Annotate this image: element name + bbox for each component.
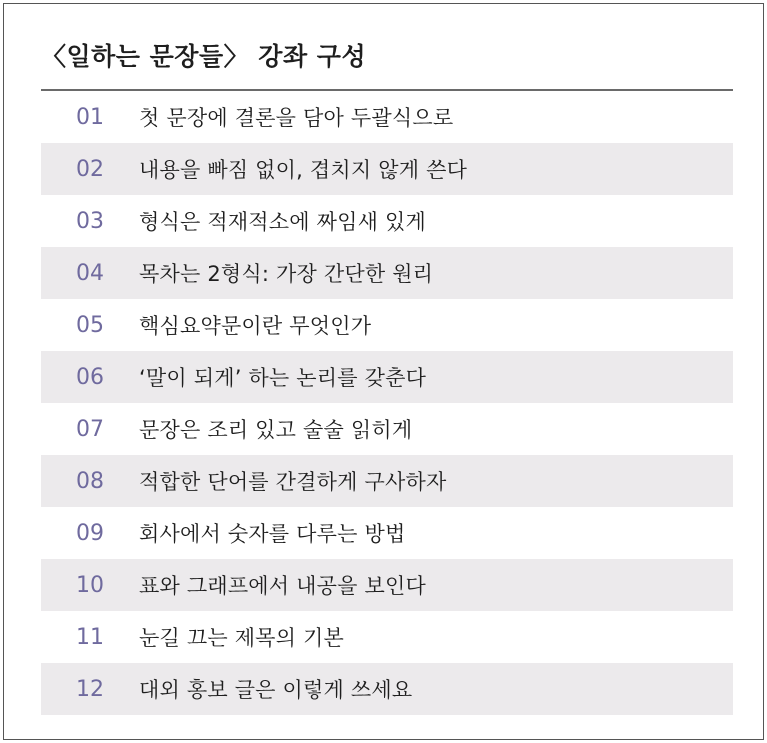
lecture-row-05 xyxy=(41,299,733,351)
lecture-number: 01 xyxy=(76,104,104,130)
lecture-number: 09 xyxy=(76,520,104,546)
lecture-number: 08 xyxy=(76,468,104,494)
lecture-title: 눈길 끄는 제목의 기본 xyxy=(139,626,344,650)
lecture-title: ‘말이 되게’ 하는 논리를 갖춘다 xyxy=(139,366,427,390)
lecture-row-07 xyxy=(41,403,733,455)
lecture-title: 대외 홍보 글은 이렇게 쓰세요 xyxy=(139,678,413,702)
lecture-row-04 xyxy=(41,247,733,299)
lecture-number: 04 xyxy=(76,260,104,286)
lecture-list xyxy=(41,91,733,715)
lecture-title: 형식은 적재적소에 짜임새 있게 xyxy=(139,210,426,234)
lecture-row-08 xyxy=(41,455,733,507)
lecture-number: 02 xyxy=(76,156,104,182)
lecture-title: 적합한 단어를 간결하게 구사하자 xyxy=(139,470,447,494)
lecture-row-11 xyxy=(41,611,733,663)
lecture-row-02 xyxy=(41,143,733,195)
lecture-title: 문장은 조리 있고 술술 읽히게 xyxy=(139,418,413,442)
lecture-row-01 xyxy=(41,91,733,143)
lecture-number: 12 xyxy=(76,676,104,702)
lecture-row-06 xyxy=(41,351,733,403)
lecture-number: 10 xyxy=(76,572,104,598)
lecture-row-09 xyxy=(41,507,733,559)
lecture-number: 03 xyxy=(76,208,104,234)
lecture-title: 회사에서 숫자를 다루는 방법 xyxy=(139,522,406,546)
lecture-row-12 xyxy=(41,663,733,715)
lecture-number: 05 xyxy=(76,312,104,338)
lecture-title: 목차는 2형식: 가장 간단한 원리 xyxy=(139,262,434,286)
lecture-number: 11 xyxy=(76,624,104,650)
lecture-title: 내용을 빠짐 없이, 겹치지 않게 쓴다 xyxy=(139,158,468,182)
lecture-number: 07 xyxy=(76,416,104,442)
panel-title: 〈일하는 문장들〉 강좌 구성 xyxy=(41,42,367,71)
lecture-row-03 xyxy=(41,195,733,247)
lecture-title: 표와 그래프에서 내공을 보인다 xyxy=(139,574,426,598)
lecture-number: 06 xyxy=(76,364,104,390)
lecture-row-10 xyxy=(41,559,733,611)
course-outline-panel xyxy=(3,3,764,740)
lecture-title: 핵심요약문이란 무엇인가 xyxy=(139,314,372,338)
lecture-title: 첫 문장에 결론을 담아 두괄식으로 xyxy=(139,106,454,130)
